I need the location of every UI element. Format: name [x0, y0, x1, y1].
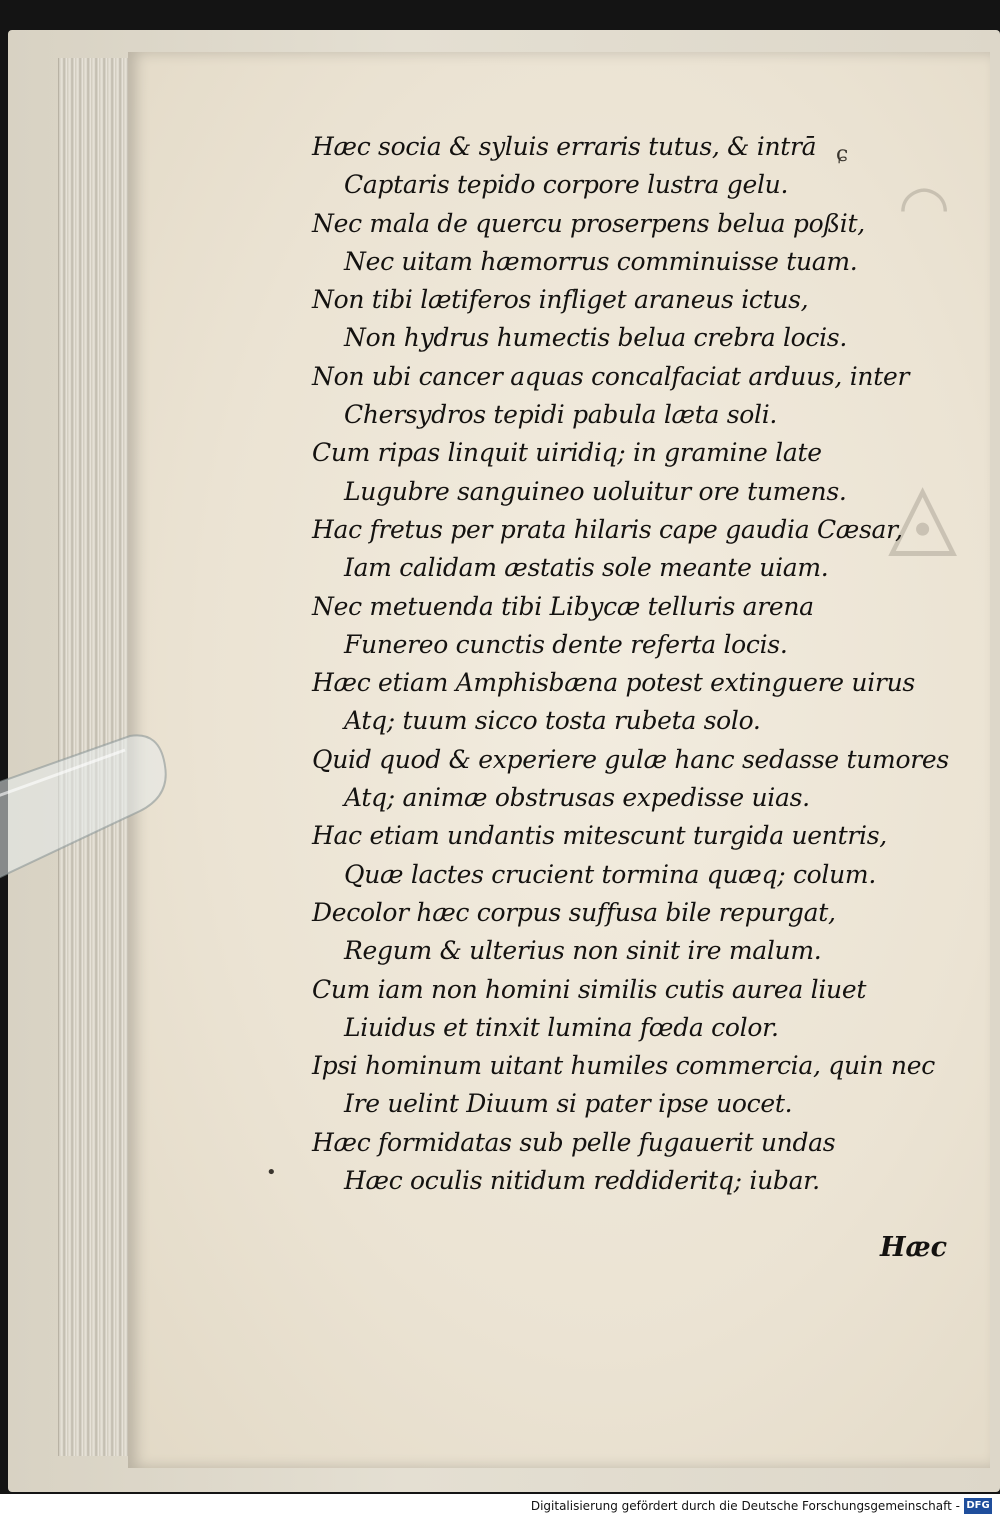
verse-line: Hac etiam undantis mitescunt turgida uentris, [312, 821, 887, 851]
verse-line: Quæ lactes crucient tormina quæq; colum. [344, 859, 876, 889]
verse-line: Cum iam non homini similis cutis aurea liuet [312, 974, 867, 1004]
verse-line: Liuidus et tinxit lumina fœda color. [344, 1012, 779, 1042]
verse-line: Nec uitam hæmorrus comminuisse tuam. [344, 246, 858, 276]
catchword: Hæc [880, 1232, 948, 1263]
verse-line: Chersydros tepidi pabula læta soli. [344, 400, 778, 430]
verse-line: Lugubre sanguineo uoluitur ore tumens. [344, 476, 847, 506]
verse-line: Non tibi lætiferos infliget araneus ictus, [312, 285, 809, 315]
verse-line: Hæc etiam Amphisbæna potest extinguere uirus [312, 668, 915, 698]
verse-line: Non hydrus humectis belua crebra locis. [344, 323, 847, 353]
verse-line: Iam calidam æstatis sole meante uiam. [344, 553, 829, 583]
show-through-mark: ◠ [898, 172, 951, 242]
verse-line: Nec mala de quercu proserpens belua poßit, [312, 208, 865, 238]
footer-credit: Digitalisierung gefördert durch die Deutsche Forschungsgemeinschaft - [530, 1499, 960, 1513]
verse-line: Funereo cunctis dente referta locis. [344, 629, 788, 659]
verse-line: Hac fretus per prata hilaris cape gaudia Cæsar, [312, 514, 903, 544]
verse-line: Captaris tepido corpore lustra gelu. [344, 170, 789, 200]
digitization-footer [0, 1494, 1000, 1520]
verse-line: Regum & ulterius non sinit ire malum. [344, 936, 822, 966]
glass-clip [0, 726, 200, 916]
verse-line: Quid quod & experiere gulæ hanc sedasse tumores [312, 744, 949, 774]
margin-mark: ɕ [836, 142, 849, 167]
verse-line: Ire uelint Diuum si pater ipse uocet. [344, 1089, 793, 1119]
show-through-initial: ◬ [888, 462, 958, 567]
verse-line: Nec metuenda tibi Libycæ telluris arena [312, 591, 814, 621]
verse-line: Hæc formidatas sub pelle fugauerit undas [312, 1127, 836, 1157]
margin-mark-left: • [266, 1162, 277, 1183]
verse-line: Hæc socia & syluis erraris tutus, & intrā [312, 132, 817, 161]
dfg-logo: DFG [964, 1498, 992, 1514]
verse-line: Cum ripas linquit uiridiq; in gramine late [312, 438, 822, 468]
verse-line: Atq; animæ obstrusas expedisse uias. [344, 783, 810, 813]
verse-line: Hæc oculis nitidum reddideritq; iubar. [344, 1166, 820, 1196]
verse-line: Ipsi hominum uitant humiles commercia, quin nec [312, 1051, 935, 1081]
verse-line: Decolor hæc corpus suffusa bile repurgat, [312, 897, 836, 927]
verse-line: Atq; tuum sicco tosta rubeta solo. [344, 706, 761, 736]
poem-text [312, 128, 952, 1200]
verse-line: Non ubi cancer aquas concalfaciat arduus, inter [312, 361, 910, 391]
